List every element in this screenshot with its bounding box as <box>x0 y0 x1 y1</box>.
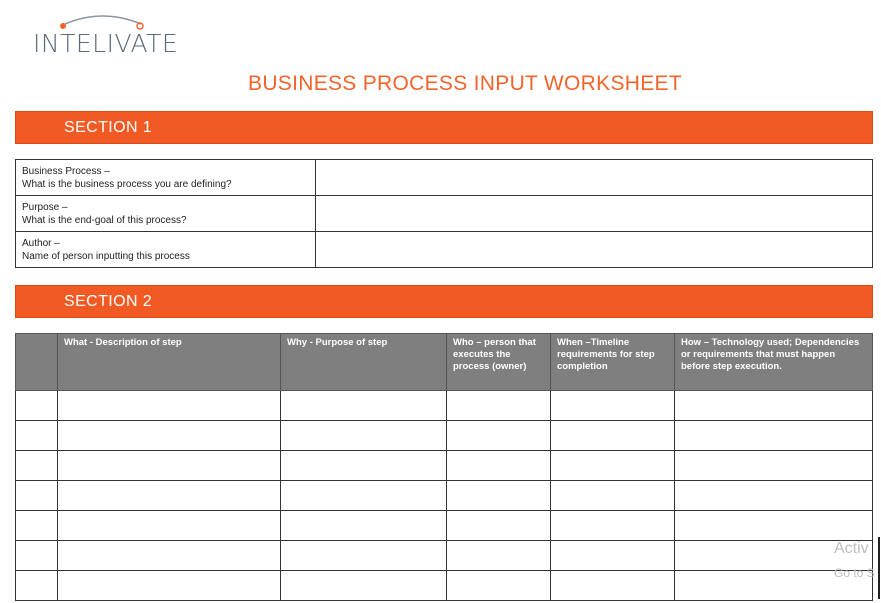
cell[interactable] <box>447 481 551 511</box>
cell[interactable] <box>675 391 873 421</box>
table-row <box>16 160 873 196</box>
table-row <box>16 391 873 421</box>
business-process-input[interactable] <box>316 160 873 196</box>
cell[interactable] <box>551 451 675 481</box>
field-label-business-process <box>16 160 316 196</box>
table-row <box>16 481 873 511</box>
section-1-label: SECTION 1 <box>64 119 153 136</box>
cell[interactable] <box>281 451 447 481</box>
column-header-index <box>16 334 58 391</box>
table-row <box>16 451 873 481</box>
cell[interactable] <box>281 541 447 571</box>
cell[interactable] <box>16 571 58 601</box>
cell[interactable] <box>447 391 551 421</box>
cell[interactable] <box>447 541 551 571</box>
cell[interactable] <box>551 571 675 601</box>
cell[interactable] <box>16 481 58 511</box>
cell[interactable] <box>16 391 58 421</box>
field-title: Business Process – <box>22 165 110 177</box>
section-2-label: SECTION 2 <box>64 293 153 310</box>
field-description: What is the business process you are defining? <box>22 178 232 190</box>
cell[interactable] <box>58 391 281 421</box>
cell[interactable] <box>447 511 551 541</box>
author-input[interactable] <box>316 232 873 268</box>
header-row <box>16 334 873 391</box>
cell[interactable] <box>447 451 551 481</box>
cell[interactable] <box>551 481 675 511</box>
cell[interactable] <box>58 511 281 541</box>
column-header-how: How – Technology used; Dependencies or requirements that must happen before step execution. <box>675 334 873 391</box>
field-description: Name of person inputting this process <box>22 250 190 262</box>
cell[interactable] <box>16 451 58 481</box>
table-row <box>16 232 873 268</box>
cell[interactable] <box>281 511 447 541</box>
cell[interactable] <box>58 571 281 601</box>
column-header-why: Why - Purpose of step <box>281 334 447 391</box>
cell[interactable] <box>16 511 58 541</box>
field-label-author <box>16 232 316 268</box>
column-header-when: When –Timeline requirements for step completion <box>551 334 675 391</box>
cell[interactable] <box>16 421 58 451</box>
activation-watermark-sub: Go to S <box>834 566 875 580</box>
cell[interactable] <box>58 481 281 511</box>
cell[interactable] <box>675 451 873 481</box>
activation-watermark: Activ <box>834 540 869 557</box>
field-description: What is the end-goal of this process? <box>22 214 187 226</box>
table-row <box>16 196 873 232</box>
cell[interactable] <box>675 481 873 511</box>
cell[interactable] <box>281 391 447 421</box>
cell[interactable] <box>58 541 281 571</box>
column-header-what: What - Description of step <box>58 334 281 391</box>
logo-text: INTELIVATE <box>33 29 179 58</box>
table-row <box>16 541 873 571</box>
cell[interactable] <box>281 421 447 451</box>
cell[interactable] <box>551 511 675 541</box>
field-label-purpose <box>16 196 316 232</box>
cell[interactable] <box>58 421 281 451</box>
cell[interactable] <box>281 481 447 511</box>
cell[interactable] <box>551 421 675 451</box>
cell[interactable] <box>675 511 873 541</box>
cell[interactable] <box>281 571 447 601</box>
cell[interactable] <box>551 541 675 571</box>
section-1-bar <box>15 111 873 144</box>
purpose-input[interactable] <box>316 196 873 232</box>
cell[interactable] <box>447 421 551 451</box>
cell[interactable] <box>447 571 551 601</box>
field-title: Purpose – <box>22 201 68 213</box>
page-title: BUSINESS PROCESS INPUT WORKSHEET <box>248 72 682 95</box>
section-2-table <box>15 333 873 601</box>
field-title: Author – <box>22 237 60 249</box>
table-row <box>16 421 873 451</box>
table-row <box>16 571 873 601</box>
section-2-bar <box>15 285 873 318</box>
intelivate-logo <box>33 12 179 58</box>
cell[interactable] <box>551 391 675 421</box>
divider <box>878 537 880 599</box>
cell[interactable] <box>16 541 58 571</box>
column-header-who: Who – person that executes the process (owner) <box>447 334 551 391</box>
table-row <box>16 511 873 541</box>
cell[interactable] <box>675 421 873 451</box>
section-1-table <box>15 159 873 268</box>
cell[interactable] <box>58 451 281 481</box>
